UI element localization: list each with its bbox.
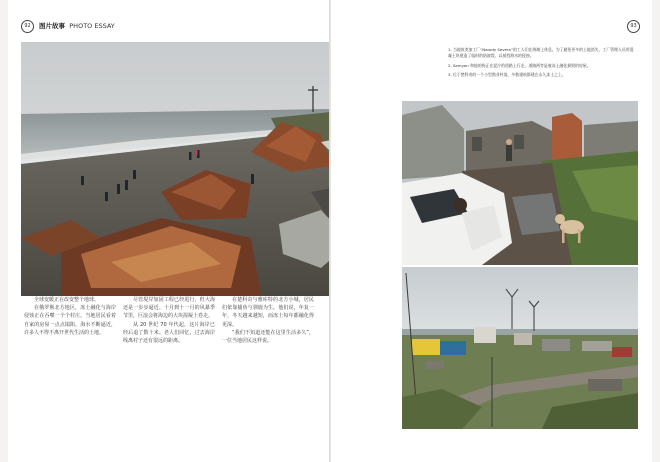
caption-3: 3. 位于楚科奇的一个小型渔业村落，多数建筑都建在永久冻土之上。	[448, 72, 566, 78]
section-title-en: PHOTO ESSAY	[69, 22, 115, 30]
page-number-right: 93	[627, 20, 640, 33]
left-page	[8, 0, 329, 462]
caption-2: 2. Semyon 和他的狗正在泥泞的道路上行走，道路两旁是被冻土融化损毁的房屋。	[448, 62, 591, 68]
muddy-road-image	[402, 101, 638, 265]
caption-1: 1. 当地鱼类加工厂“Narody Severa”的工人们在海滩上休息。为了避免更多的土地消失，工厂管理人员用混凝土块建造了临时的防波堤，以抵挡海水的侵蚀。	[448, 47, 634, 59]
section-title-cn: 图片故事	[39, 22, 65, 30]
photo-muddy-road	[402, 101, 638, 265]
photo-captions	[448, 47, 634, 82]
page-number-left: 92	[21, 20, 34, 33]
body-column-1	[24, 296, 116, 456]
photo-village	[402, 267, 638, 429]
section-header	[39, 21, 115, 30]
figure-label-3: 3	[633, 423, 636, 428]
body-paragraph: 从 20 世纪 70 年代起，这片海岸已经后退了数十米。老人们回忆，过去海岸线离村子还有很远的距离。	[123, 321, 215, 345]
body-column-2	[123, 296, 215, 456]
body-paragraph: “我们不知道还能在这里生活多久”，一位当地居民这样说。	[222, 329, 314, 345]
body-column-3	[222, 296, 314, 456]
body-paragraph: 尽管堤岸加固工程已经进行，但大海还是一步步逼近。十月到十一月的风暴季节里，巨浪会将海边的大块混凝土卷走。	[123, 297, 215, 320]
village-image	[402, 267, 638, 429]
body-paragraph: 在俄罗斯北方地区，冻土融化与海岸侵蚀正在吞噬一个个村庄。当地居民看着自家的房屋一点点塌陷，海水不断逼近，许多人不得不离开世代生活的土地。	[24, 305, 116, 336]
body-paragraph: 全球变暖正在改变整个地球。	[34, 297, 100, 303]
figure-label-2: 2	[633, 259, 636, 264]
body-paragraph: 在楚科奇与雅库特的北方小城，居民们依靠捕鱼与驯鹿为生。他们说，年复一年，冬天越来越短，而冻土每年都融化得更深。	[222, 297, 314, 328]
